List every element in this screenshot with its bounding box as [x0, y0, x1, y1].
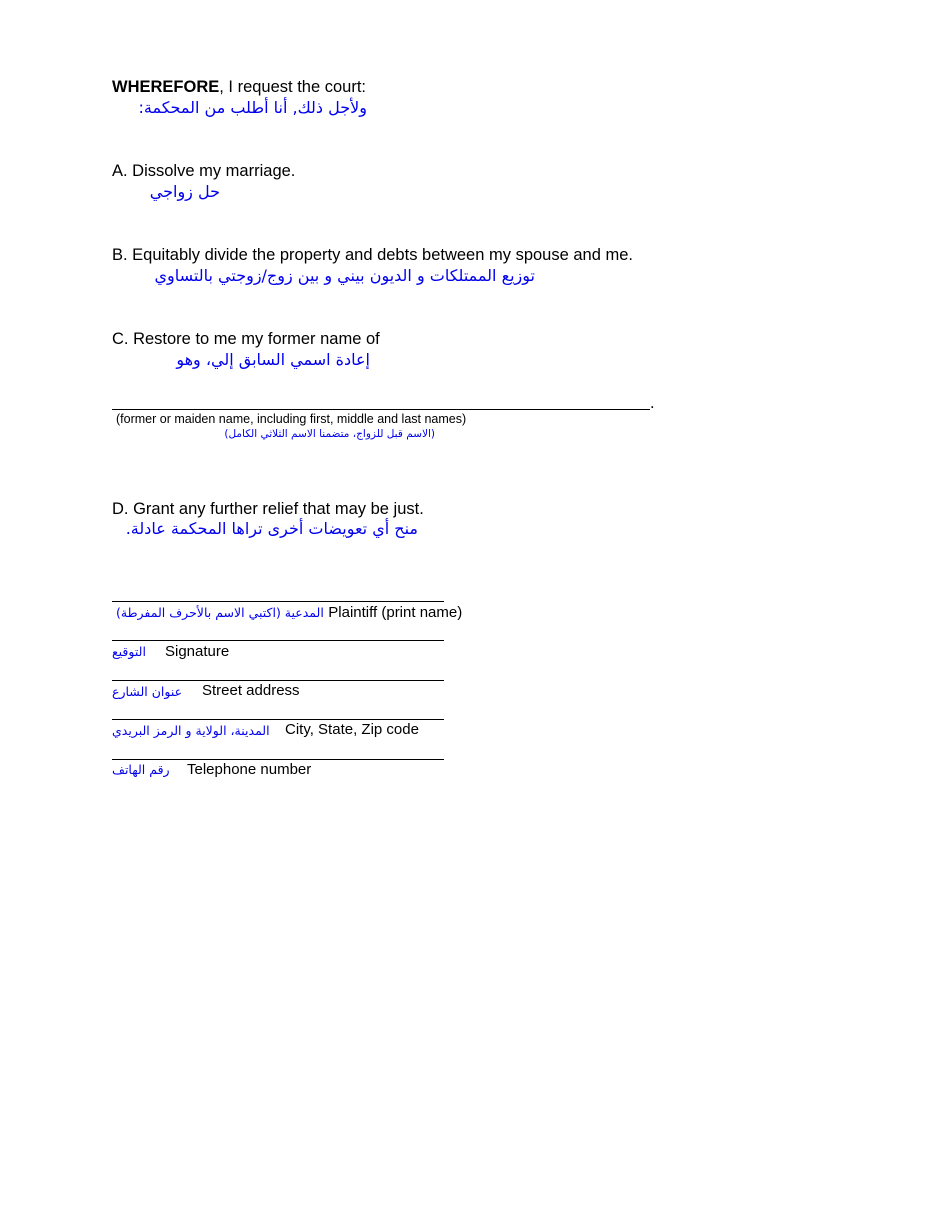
signature-line[interactable] — [112, 640, 444, 641]
street-address-line[interactable] — [112, 680, 444, 681]
plaintiff-label-english: Plaintiff (print name) — [328, 604, 463, 621]
item-d-arabic: منح أي تعويضات أخرى تراها المحكمة عادلة. — [125, 519, 418, 538]
former-name-caption: (former or maiden name, including first, middle and last names) — [116, 412, 467, 426]
city-state-zip-label: City, State, Zip code — [285, 721, 419, 738]
telephone-label-arabic: رقم الهاتف — [112, 762, 170, 777]
wherefore-heading — [112, 78, 366, 97]
item-b-arabic: توزيع الممتلكات و الديون بيني و بين زوج/زوجتي بالتساوي — [154, 266, 535, 285]
former-name-caption-arabic: (الاسم قبل للزواج، متضمنا الاسم الثلاثي الكامل) — [224, 428, 435, 440]
former-name-line-period: . — [650, 394, 655, 412]
item-a-arabic: حل زواجي — [149, 182, 220, 201]
street-address-label: Street address — [202, 682, 300, 699]
item-a: A. Dissolve my marriage. — [112, 162, 296, 180]
wherefore-bold: WHEREFORE — [112, 78, 220, 96]
former-name-line[interactable] — [112, 409, 650, 410]
city-state-zip-line[interactable] — [112, 719, 444, 720]
item-c-arabic: إعادة اسمي السابق إلي، وهو — [176, 350, 370, 369]
item-b: B. Equitably divide the property and debts between my spouse and me. — [112, 246, 633, 264]
city-state-zip-label-arabic: المدينة، الولاية و الرمز البريدي — [112, 723, 270, 738]
wherefore-arabic: ولأجل ذلك, أنا أطلب من المحكمة: — [138, 98, 367, 117]
telephone-line[interactable] — [112, 759, 444, 760]
telephone-label: Telephone number — [187, 761, 312, 778]
street-address-label-arabic: عنوان الشارع — [112, 684, 183, 699]
item-d: D. Grant any further relief that may be just. — [112, 500, 424, 518]
plaintiff-name-line[interactable] — [112, 601, 444, 602]
plaintiff-label-arabic: المدعية (اكتبي الاسم بالأحرف المفرطة) — [116, 605, 324, 620]
signature-label: Signature — [165, 643, 230, 660]
signature-label-arabic: التوقيع — [112, 644, 146, 659]
wherefore-rest: , I request the court: — [219, 78, 366, 96]
item-c: C. Restore to me my former name of — [112, 330, 380, 348]
plaintiff-label — [116, 604, 462, 622]
